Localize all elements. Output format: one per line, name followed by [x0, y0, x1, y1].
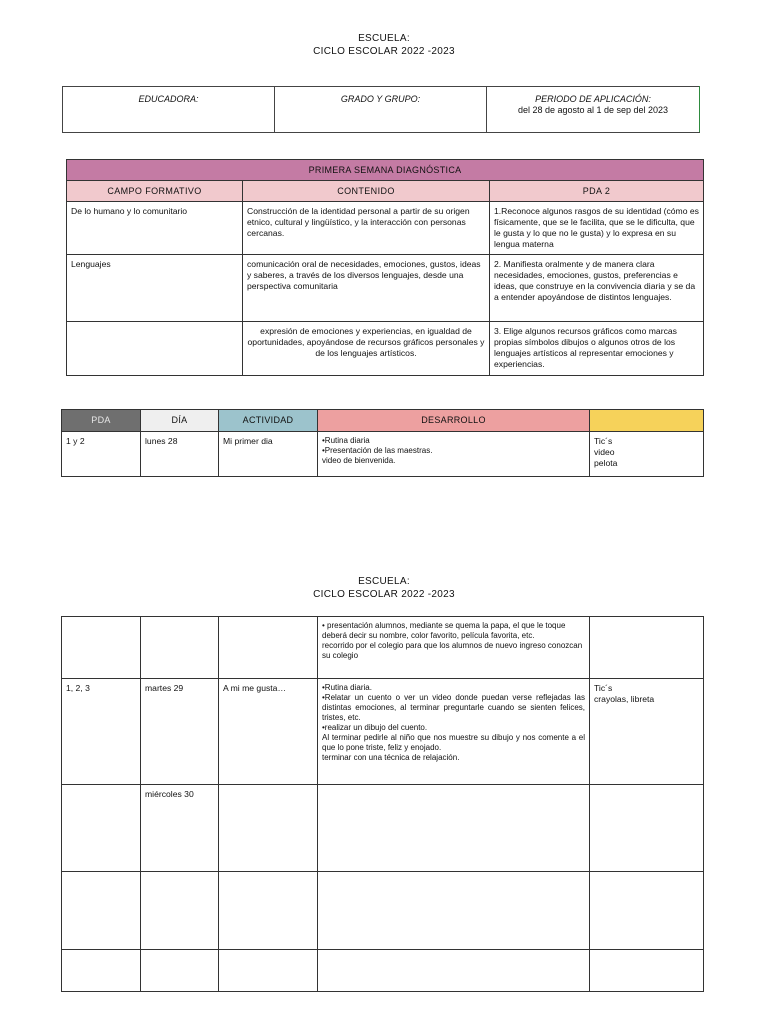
pda-cell — [62, 617, 141, 679]
pda-cell: 2. Manifiesta oralmente y de manera clara necesidades, emociones, gustos, preferencias e ideas, que construye en la convivencia diaria y se da a entender apoyándose de distintos lenguajes. — [490, 255, 704, 322]
header-recursos — [590, 410, 704, 432]
desarrollo-line: • presentación alumnos, mediante se quema la papa, el que le toque deberá decir su nombre, color favorito, película favorita, etc. — [322, 621, 566, 640]
school-cycle: CICLO ESCOLAR 2022 -2023 — [313, 46, 455, 57]
recurso-line: pelota — [594, 458, 618, 468]
recurso-line: video — [594, 447, 615, 457]
table-row — [62, 872, 704, 950]
dia-cell — [141, 950, 219, 992]
desarrollo-line: •Presentación de las maestras. — [322, 446, 433, 455]
periodo-label: PERIODO DE APLICACIÓN: — [535, 94, 651, 104]
contenido-cell: comunicación oral de necesidades, emociones, gustos, ideas y saberes, a través de los diversos lenguajes, desde una perspectiva comunitaria — [243, 255, 490, 322]
desarrollo-cell — [318, 785, 590, 872]
desarrollo-line: recorrido por el colegio para que los alumnos de nuevo ingreso conozcan su colegio — [322, 641, 583, 660]
desarrollo-line: Al terminar pedirle al niño que nos muestre su dibujo y nos comente a el que lo pone triste, feliz y enojado. — [322, 733, 585, 752]
desarrollo-cell — [318, 432, 590, 477]
desarrollo-line: •Rutina diaria — [322, 436, 370, 445]
periodo-value: del 28 de agosto al 1 de sep del 2023 — [517, 105, 669, 115]
school-header — [0, 32, 768, 58]
dia-cell: miércoles 30 — [141, 785, 219, 872]
table-row — [67, 322, 704, 376]
pda-cell: 3. Elige algunos recursos gráficos como marcas propias símbolos dibujos o algunos otros de los lenguajes artísticos al representar emociones y experiencias. — [490, 322, 704, 376]
school-label: ESCUELA: — [358, 576, 410, 587]
campo-cell: De lo humano y lo comunitario — [67, 202, 243, 255]
header-pda: PDA — [62, 410, 141, 432]
table-row — [67, 255, 704, 322]
recursos-cell — [590, 785, 704, 872]
desarrollo-line: •Relatar un cuento o ver un video donde puedan verse reflejadas las distintas emociones, al terminar preguntarle cuando se sienten felices, tristes, etc. — [322, 693, 585, 722]
pda-cell: 1.Reconoce algunos rasgos de su identidad (cómo es físicamente, que se le facilita, que se le dificulta, que le gusta y lo que no le gusta) y lo expresa en su lengua materna — [490, 202, 704, 255]
desarrollo-line: video de bienvenida. — [322, 456, 396, 465]
grado-label: GRADO Y GRUPO: — [340, 94, 421, 104]
dia-cell — [141, 617, 219, 679]
recursos-cell — [590, 432, 704, 477]
pda-cell — [62, 872, 141, 950]
recursos-cell — [590, 679, 704, 785]
pda-cell — [62, 950, 141, 992]
recursos-cell — [590, 617, 704, 679]
desarrollo-cell — [318, 679, 590, 785]
educadora-label: EDUCADORA: — [138, 94, 199, 104]
actividad-cell — [219, 950, 318, 992]
info-table — [62, 86, 700, 133]
header-desarrollo: DESARROLLO — [318, 410, 590, 432]
school-header-page2 — [0, 575, 768, 601]
dia-cell — [141, 872, 219, 950]
recursos-cell — [590, 872, 704, 950]
dia-cell: lunes 28 — [141, 432, 219, 477]
table-row — [62, 785, 704, 872]
diagnostic-title: PRIMERA SEMANA DIAGNÓSTICA — [67, 160, 704, 181]
recursos-cell — [590, 950, 704, 992]
school-label: ESCUELA: — [358, 33, 410, 44]
week-table-continued — [61, 616, 704, 992]
header-dia: DÍA — [141, 410, 219, 432]
desarrollo-cell — [318, 617, 590, 679]
desarrollo-cell — [318, 950, 590, 992]
campo-cell: Lenguajes — [67, 255, 243, 322]
desarrollo-cell — [318, 872, 590, 950]
week-table — [61, 409, 704, 477]
recurso-line: Tic´s — [594, 683, 613, 693]
recurso-line: crayolas, libreta — [594, 694, 655, 704]
diagnostic-table — [66, 159, 704, 376]
school-cycle: CICLO ESCOLAR 2022 -2023 — [313, 589, 455, 600]
contenido-cell: Construcción de la identidad personal a partir de su origen etnico, cultural y lingüístico, y la interacción con personas cercanas. — [243, 202, 490, 255]
desarrollo-line: terminar con una técnica de relajación. — [322, 753, 460, 762]
pda-cell — [62, 785, 141, 872]
grado-cell — [275, 87, 487, 133]
recurso-line: Tic´s — [594, 436, 613, 446]
table-row — [62, 679, 704, 785]
header-contenido: CONTENIDO — [243, 181, 490, 202]
desarrollo-line: •Rutina diaria. — [322, 683, 372, 692]
header-campo: CAMPO FORMATIVO — [67, 181, 243, 202]
pda-cell: 1, 2, 3 — [62, 679, 141, 785]
table-row — [62, 432, 704, 477]
table-row — [62, 950, 704, 992]
periodo-cell — [487, 87, 700, 133]
contenido-cell: expresión de emociones y experiencias, en igualdad de oportunidades, apoyándose de recursos gráficos personales y de los lenguajes artísticos. — [243, 322, 490, 376]
actividad-cell: Mi primer dia — [219, 432, 318, 477]
table-row — [62, 617, 704, 679]
actividad-cell — [219, 872, 318, 950]
actividad-cell — [219, 617, 318, 679]
actividad-cell — [219, 785, 318, 872]
dia-cell: martes 29 — [141, 679, 219, 785]
table-row — [67, 202, 704, 255]
pda-cell: 1 y 2 — [62, 432, 141, 477]
header-pda: PDA 2 — [490, 181, 704, 202]
desarrollo-line: •realizar un dibujo del cuento. — [322, 723, 428, 732]
educadora-cell — [63, 87, 275, 133]
campo-cell — [67, 322, 243, 376]
header-actividad: ACTIVIDAD — [219, 410, 318, 432]
actividad-cell: A mi me gusta… — [219, 679, 318, 785]
